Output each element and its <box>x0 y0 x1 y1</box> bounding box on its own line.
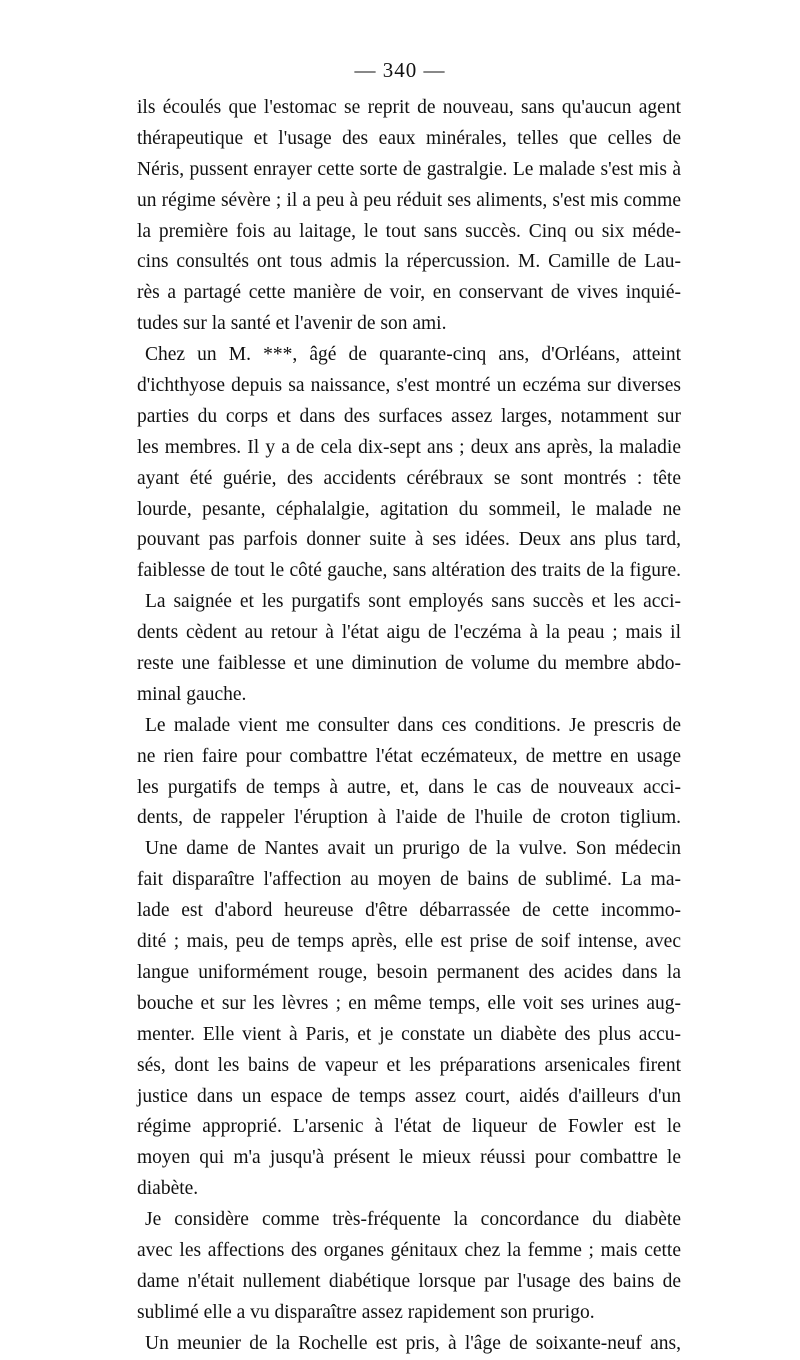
text-line: tudes sur la santé et l'avenir de son ami. <box>137 313 447 335</box>
page-number: — 340 — <box>354 58 446 82</box>
text-line: rès a partagé cette manière de voir, en conservant de vives inquié- <box>137 282 681 304</box>
text-line: diabète. <box>137 1178 199 1200</box>
text-line: dité ; mais, peu de temps après, elle est prise de soif intense, avec <box>137 931 681 953</box>
text-line: reste une faiblesse et une diminution de volume du membre abdo- <box>137 653 681 675</box>
text-line: sés, dont les bains de vapeur et les préparations arsenicales firent <box>137 1054 681 1076</box>
text-line: les purgatifs de temps à autre, et, dans le cas de nouveaux acci- <box>137 776 681 798</box>
text-line: régime approprié. L'arsenic à l'état de liqueur de Fowler est le <box>137 1116 681 1138</box>
text-line: sublimé elle a vu disparaître assez rapidement son prurigo. <box>137 1301 595 1323</box>
text-line: dame n'était nullement diabétique lorsque par l'usage des bains de <box>137 1270 681 1292</box>
text-line: dents, de rappeler l'éruption à l'aide de l'huile de croton tiglium. <box>137 807 681 829</box>
text-line: ils écoulés que l'estomac se reprit de nouveau, sans qu'aucun agent <box>137 97 681 118</box>
text-line: ayant été guérie, des accidents cérébraux se sont montrés : tête <box>137 467 681 489</box>
text-line: Le malade vient me consulter dans ces conditions. Je prescris de <box>145 714 681 736</box>
text-line: moyen qui m'a jusqu'à présent le mieux réussi pour combattre le <box>137 1147 681 1169</box>
text-line: faiblesse de tout le côté gauche, sans altération des traits de la figure. <box>137 560 681 582</box>
text-line: ne rien faire pour combattre l'état eczémateux, de mettre en usage <box>137 745 681 767</box>
text-line: menter. Elle vient à Paris, et je constate un diabète des plus accu- <box>137 1023 681 1045</box>
text-line: les membres. Il y a de cela dix-sept ans ; deux ans après, la maladie <box>137 436 681 458</box>
text-line: parties du corps et dans des surfaces assez larges, notamment sur <box>137 405 681 427</box>
text-line: langue uniformément rouge, besoin permanent des acides dans la <box>137 961 681 983</box>
text-line: lourde, pesante, céphalalgie, agitation du sommeil, le malade ne <box>137 498 681 520</box>
text-line: minal gauche. <box>137 683 247 705</box>
text-line: Une dame de Nantes avait un prurigo de la vulve. Son médecin <box>145 838 681 860</box>
text-line: fait disparaître l'affection au moyen de bains de sublimé. La ma- <box>137 869 681 891</box>
text-line: La saignée et les purgatifs sont employés sans succès et les acci- <box>145 591 681 613</box>
text-line: Néris, pussent enrayer cette sorte de gastralgie. Le malade s'est mis à <box>137 158 681 180</box>
text-line: pouvant pas parfois donner suite à ses idées. Deux ans plus tard, <box>137 529 681 551</box>
text-line: lade est d'abord heureuse d'être débarrassée de cette incommo- <box>137 900 681 922</box>
text-line: dents cèdent au retour à l'état aigu de l'eczéma à la peau ; mais il <box>137 622 681 644</box>
text-line: bouche et sur les lèvres ; en même temps, elle voit ses urines aug- <box>137 992 681 1014</box>
text-line: Chez un M. ***, âgé de quarante-cinq ans, d'Orléans, atteint <box>145 344 681 366</box>
text-line: un régime sévère ; il a peu à peu réduit ses aliments, s'est mis comme <box>137 189 681 211</box>
text-line: la première fois au laitage, le tout sans succès. Cinq ou six méde- <box>137 220 681 242</box>
text-line: Je considère comme très-fréquente la concordance du diabète <box>145 1209 681 1231</box>
text-line: cins consultés ont tous admis la répercussion. M. Camille de Lau- <box>137 251 681 273</box>
text-line: d'ichthyose depuis sa naissance, s'est montré un eczéma sur diverses <box>137 375 681 397</box>
body-text <box>137 93 681 1360</box>
text-line: thérapeutique et l'usage des eaux minérales, telles que celles de <box>137 127 681 149</box>
text-line: avec les affections des organes génitaux chez la femme ; mais cette <box>137 1239 681 1261</box>
text-line: justice dans un espace de temps assez court, aidés d'ailleurs d'un <box>137 1085 681 1107</box>
text-line: Un meunier de la Rochelle est pris, à l'âge de soixante-neuf ans, <box>145 1332 681 1354</box>
